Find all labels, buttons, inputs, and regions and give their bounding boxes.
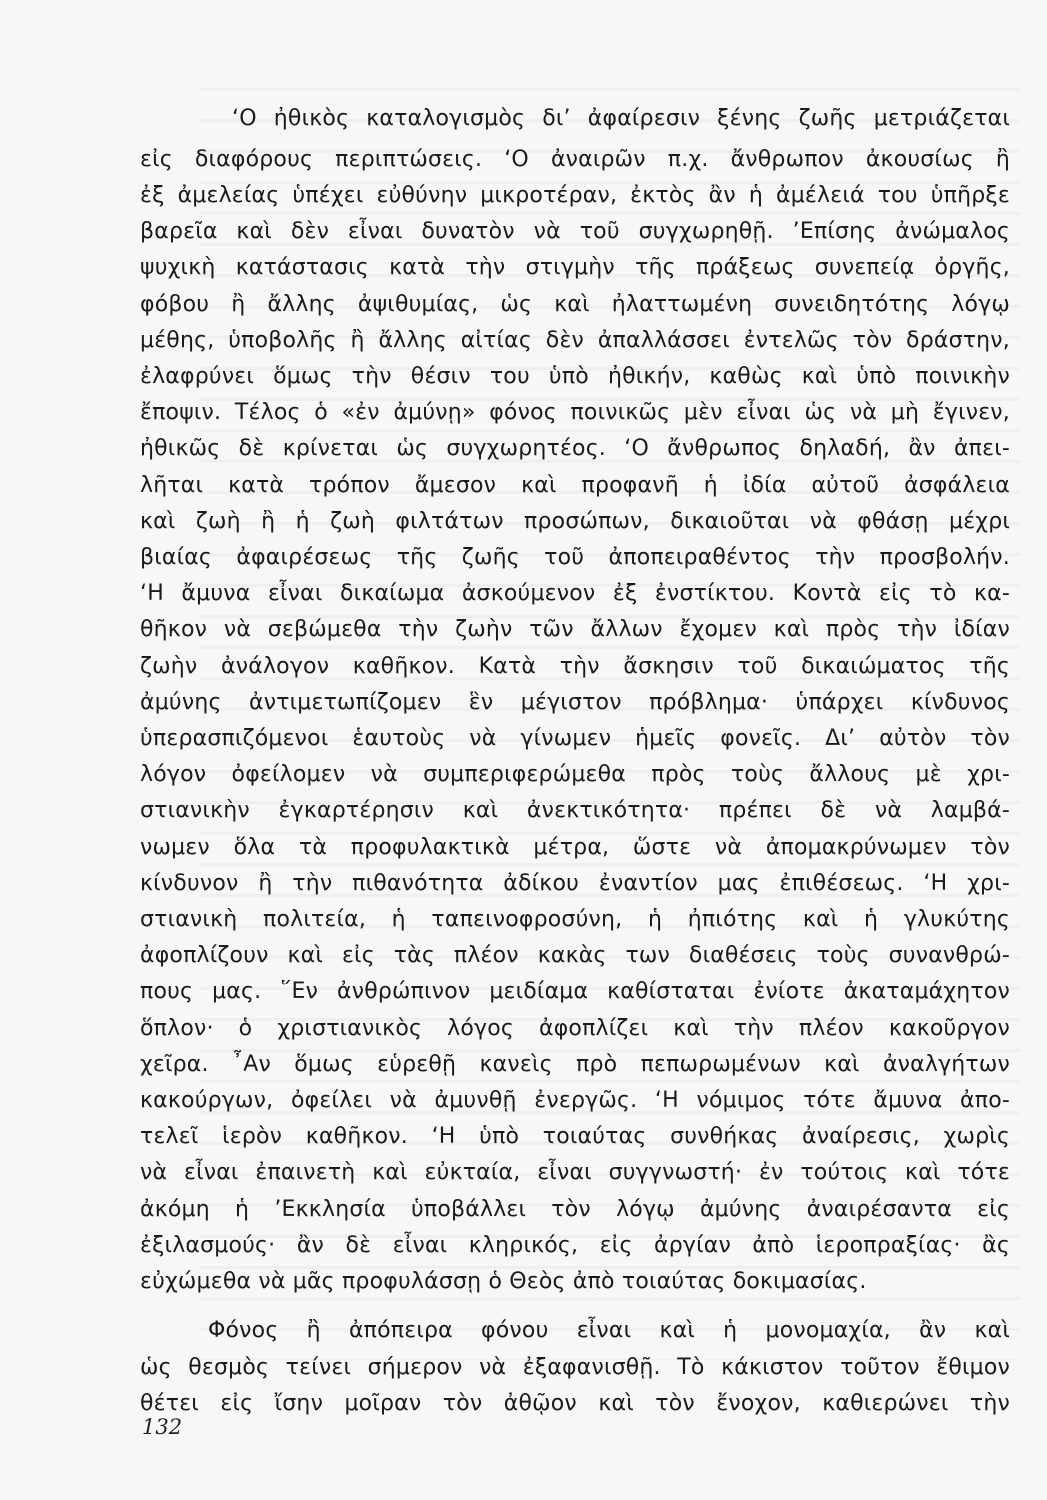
text-line: στιανικὴν ἐγκαρτέρησιν καὶ ἀνεκτικότητα· πρέπει δὲ νὰ λαμβά- [140,798,1010,823]
text-line: ‘Ο ἠθικὸς καταλογισμὸς δι’ ἀφαίρεσιν ξένης ζωῆς μετριάζεται [232,106,1010,131]
text-line: θέτει εἰς ἴσην μοῖραν τὸν ἀθῷον καὶ τὸν ἔνοχον, καθιερώνει τὴν [140,1391,1010,1416]
text-line: ἀφοπλίζουν καὶ εἰς τὰς πλέον κακὰς των διαθέσεις τοὺς συνανθρώ- [140,943,1010,968]
text-line: ἠθικῶς δὲ κρίνεται ὡς συγχωρητέος. ‘Ο ἄνθρωπος δηλαδή, ἂν ἀπει- [140,436,1010,461]
text-line: λῆται κατὰ τρόπον ἄμεσον καὶ προφανῆ ἡ ἰδία αὐτοῦ ἀσφάλεια [140,473,1010,498]
text-line: ψυχικὴ κατάστασις κατὰ τὴν στιγμὴν τῆς πράξεως συνεπείᾳ ὀργῆς, [140,255,1010,280]
text-line: βιαίας ἀφαιρέσεως τῆς ζωῆς τοῦ ἀποπειραθέντος τὴν προσβολήν. [140,545,1010,570]
text-line: κίνδυνον ἢ τὴν πιθανότητα ἀδίκου ἐναντίον μας ἐπιθέσεως. ‘Η χρι- [140,871,1010,896]
text-line: νωμεν ὅλα τὰ προφυλακτικὰ μέτρα, ὥστε νὰ ἀπομακρύνωμεν τὸν [140,835,1010,860]
text-line: φόβου ἢ ἄλλης ἀψιθυμίας, ὡς καὶ ἠλαττωμένη συνειδητότης λόγῳ [140,292,1010,317]
text-line: εἰς διαφόρους περιπτώσεις. ‘Ο ἀναιρῶν π.χ. ἄνθρωπον ἀκουσίως ἢ [140,147,1010,172]
page-number: 132 [142,1415,183,1439]
text-line: καὶ ζωὴ ἢ ἡ ζωὴ φιλτάτων προσώπων, δικαιοῦται νὰ φθάσῃ μέχρι [140,509,1010,534]
text-line: ἔποψιν. Τέλος ὁ «ἐν ἀμύνῃ» φόνος ποινικῶς μὲν εἶναι ὡς νὰ μὴ ἔγινεν, [140,400,1010,425]
text-line: ἀκόμη ἡ ’Εκκλησία ὑποβάλλει τὸν λόγῳ ἀμύνης ἀναιρέσαντα εἰς [140,1197,1010,1222]
text-line: ἐξιλασμούς· ἂν δὲ εἶναι κληρικός, εἰς ἀργίαν ἀπὸ ἱεροπραξίας· ἂς [140,1233,1010,1258]
text-line: βαρεῖα καὶ δὲν εἶναι δυνατὸν νὰ τοῦ συγχωρηθῇ. ’Επίσης ἀνώμαλος [140,219,1010,244]
text-line: ὅπλον· ὁ χριστιανικὸς λόγος ἀφοπλίζει καὶ τὴν πλέον κακοῦργον [140,1016,1010,1041]
text-line: λόγον ὀφείλομεν νὰ συμπεριφερώμεθα πρὸς τοὺς ἄλλους μὲ χρι- [140,762,1010,787]
text-line: στιανικὴ πολιτεία, ἡ ταπεινοφροσύνη, ἡ ἠπιότης καὶ ἡ γλυκύτης [140,907,1010,932]
text-line: πους μας. ῞Εν ἀνθρώπινον μειδίαμα καθίσταται ἐνίοτε ἀκαταμάχητον [140,979,1010,1004]
text-line: ὡς θεσμὸς τείνει σήμερον νὰ ἐξαφανισθῇ. Τὸ κάκιστον τοῦτον ἔθιμον [140,1355,1010,1380]
text-line: τελεῖ ἱερὸν καθῆκον. ‘Η ὑπὸ τοιαύτας συνθήκας ἀναίρεσις, χωρὶς [140,1124,1010,1149]
text-line: θῆκον νὰ σεβώμεθα τὴν ζωὴν τῶν ἄλλων ἔχομεν καὶ πρὸς τὴν ἰδίαν [140,617,1010,642]
text-line: ‘Η ἄμυνα εἶναι δικαίωμα ἀσκούμενον ἐξ ἐνστίκτου. Κοντὰ εἰς τὸ κα- [140,581,1010,606]
text-line: νὰ εἶναι ἐπαινετὴ καὶ εὐκταία, εἶναι συγγνωστή· ἐν τούτοις καὶ τότε [140,1160,1010,1185]
text-line: χεῖρα. ῏Αν ὅμως εὑρεθῇ κανεὶς πρὸ πεπωρωμένων καὶ ἀναλγήτων [140,1052,1010,1077]
text-line: ὑπερασπιζόμενοι ἑαυτοὺς νὰ γίνωμεν ἡμεῖς φονεῖς. Δι’ αὐτὸν τὸν [140,726,1010,751]
text-line: ἐλαφρύνει ὅμως τὴν θέσιν του ὑπὸ ἠθικήν, καθὼς καὶ ὑπὸ ποινικὴν [140,364,1010,389]
text-line: μέθης, ὑποβολῆς ἢ ἄλλης αἰτίας δὲν ἀπαλλάσσει ἐντελῶς τὸν δράστην, [140,328,1010,353]
text-line: ἀμύνης ἀντιμετωπίζομεν ἓν μέγιστον πρόβλημα· ὑπάρχει κίνδυνος [140,690,1010,715]
text-line: Φόνος ἢ ἀπόπειρα φόνου εἶναι καὶ ἡ μονομαχία, ἂν καὶ [208,1318,1010,1343]
text-line: ζωὴν ἀνάλογον καθῆκον. Κατὰ τὴν ἄσκησιν τοῦ δικαιώματος τῆς [140,654,1010,679]
text-line: κακούργων, ὀφείλει νὰ ἀμυνθῇ ἐνεργῶς. ‘Η νόμιμος τότε ἄμυνα ἀπο- [140,1088,1010,1113]
text-line: ἐξ ἀμελείας ὑπέχει εὐθύνην μικροτέραν, ἐκτὸς ἂν ἡ ἀμέλειά του ὑπῆρξε [140,183,1010,208]
text-line: εὐχώμεθα νὰ μᾶς προφυλάσσῃ ὁ Θεὸς ἀπὸ τοιαύτας δοκιμασίας. [140,1269,867,1294]
